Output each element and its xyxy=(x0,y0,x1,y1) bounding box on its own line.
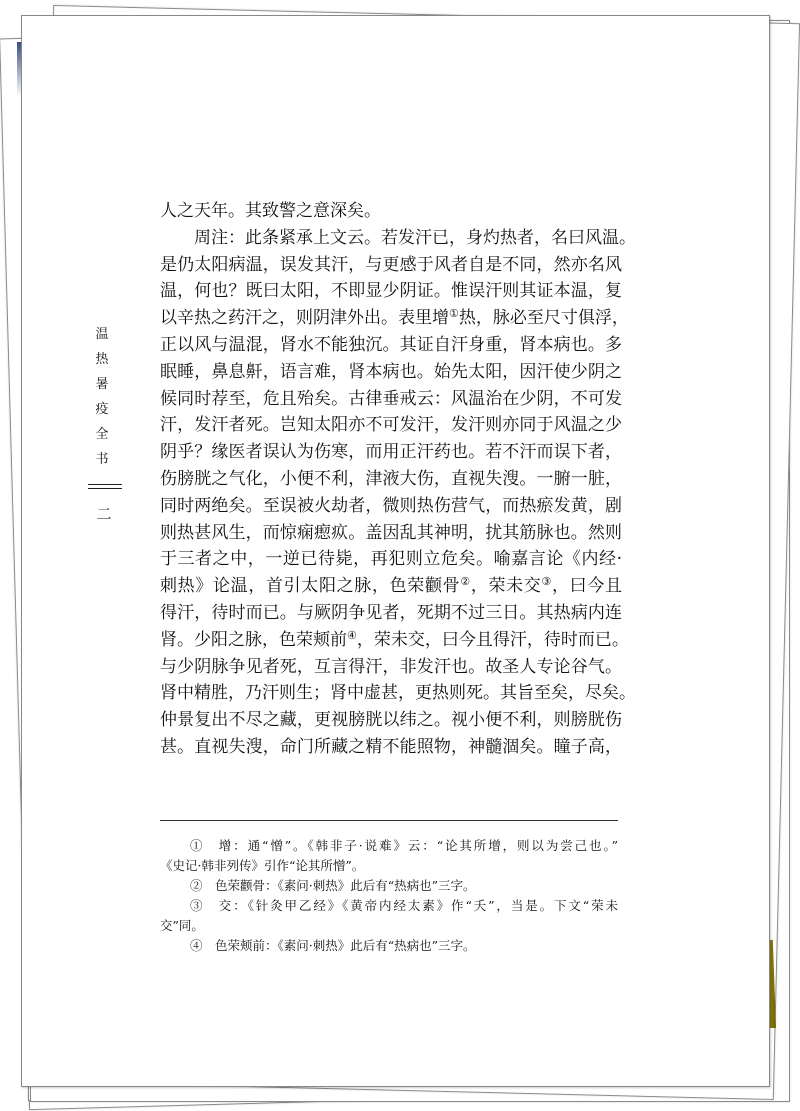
text-line: 肾。少阳之脉，色荣颊前④，荣未交，曰今且得汗，待时而已。 xyxy=(160,628,629,650)
double-rule-divider xyxy=(88,484,122,489)
book-title-char: 温 xyxy=(95,327,109,342)
footnote-marker[interactable]: ③ xyxy=(541,575,552,589)
text-line: 刺热》论温，首引太阳之脉，色荣颧骨②，荣未交③，曰今且 xyxy=(160,575,622,597)
text-line: 以辛热之药汗之，则阴津外出。表里增①热，脉必至尺寸俱浮， xyxy=(160,307,629,329)
main-text-body xyxy=(160,198,636,761)
footnote-marker[interactable]: ④ xyxy=(347,628,357,642)
text-line: 周注：此条紧承上文云。若发汗已，身灼热者，名曰风温。 xyxy=(194,227,636,248)
text-line: 肾中精胜，乃汗则生；肾中虚甚，更热则死。其旨至矣，尽矣。 xyxy=(160,683,636,704)
footnote-marker[interactable]: ① xyxy=(449,307,459,321)
text-line: 伤膀胱之气化，小便不利，津液大伤，直视失溲。一腑一脏， xyxy=(160,468,622,489)
text-line: 仲景复出不尽之藏，更视膀胱以纬之。视小便不利，则膀胱伤 xyxy=(160,710,622,731)
footnote-line: 交”同。 xyxy=(160,918,204,933)
text-line: 候同时荐至，危且殆矣。古律垂戒云：风温治在少阴，不可发 xyxy=(160,388,622,409)
text-line: 甚。直视失溲，命门所藏之精不能照物，神髓涸矣。瞳子高， xyxy=(160,736,622,757)
footnote-marker[interactable]: ② xyxy=(460,575,471,589)
page-number: 二 xyxy=(96,505,112,523)
text-line: 得汗，待时而已。与厥阴争见者，死期不过三日。其热病内连 xyxy=(160,602,622,623)
footnote-line: ② 色荣颧骨：《素问·刺热》此后有“热病也”三字。 xyxy=(190,878,476,893)
text-line: 则热甚风生，而惊痫瘛疭。盖因乱其神明，扰其筋脉也。然则 xyxy=(160,522,622,543)
text-line: 是仍太阳病温，误发其汗，与更感于风者自是不同，然亦名风 xyxy=(160,254,622,275)
text-line: 人之天年。其致警之意深矣。 xyxy=(160,201,381,221)
text-line: 汗，发汗者死。岂知太阳亦不可发汗，发汗则亦同于风温之少 xyxy=(160,415,622,436)
text-line: 同时两绝矣。至误被火劫者，微则热伤营气，而热瘀发黄，剧 xyxy=(160,495,622,516)
footnote-line: 《史记·韩非列传》引作“论其所憎”。 xyxy=(160,858,365,873)
footnote-line: ③ 交：《针灸甲乙经》《黄帝内经太素》作“夭”，当是。下文“荣未 xyxy=(190,898,618,913)
text-line: 眠睡，鼻息鼾，语言难，肾本病也。始先太阳，因汗使少阴之 xyxy=(160,361,622,382)
footnote-line: ④ 色荣颊前：《素问·刺热》此后有“热病也”三字。 xyxy=(190,938,476,953)
book-title-char: 全 xyxy=(95,427,109,442)
text-line: 温，何也？既曰太阳，不即显少阴证。惟误汗则其证本温，复 xyxy=(160,281,622,302)
text-line: 于三者之中，一逆已待毙，再犯则立危矣。喻嘉言论《内经· xyxy=(160,549,622,570)
book-title-char: 暑 xyxy=(95,377,109,392)
text-line: 阴乎？缘医者误认为伤寒，而用正汗药也。若不汗而误下者， xyxy=(160,442,622,463)
book-title-char: 热 xyxy=(95,352,109,367)
book-title-char: 疫 xyxy=(95,402,109,417)
footnote-line: ① 增：通“憎”。《韩非子·说难》云：“论其所增，则以为尝己也。” xyxy=(190,838,618,853)
book-title-char: 书 xyxy=(95,452,109,467)
footnote-rule xyxy=(160,820,618,821)
text-line: 与少阴脉争见者死，互言得汗，非发汗也。故圣人专论谷气。 xyxy=(160,656,622,677)
text-line: 正以风与温混，肾水不能独沉。其证自汗身重，肾本病也。多 xyxy=(160,334,622,355)
running-head-book-title xyxy=(90,322,114,472)
footnotes xyxy=(160,836,618,956)
